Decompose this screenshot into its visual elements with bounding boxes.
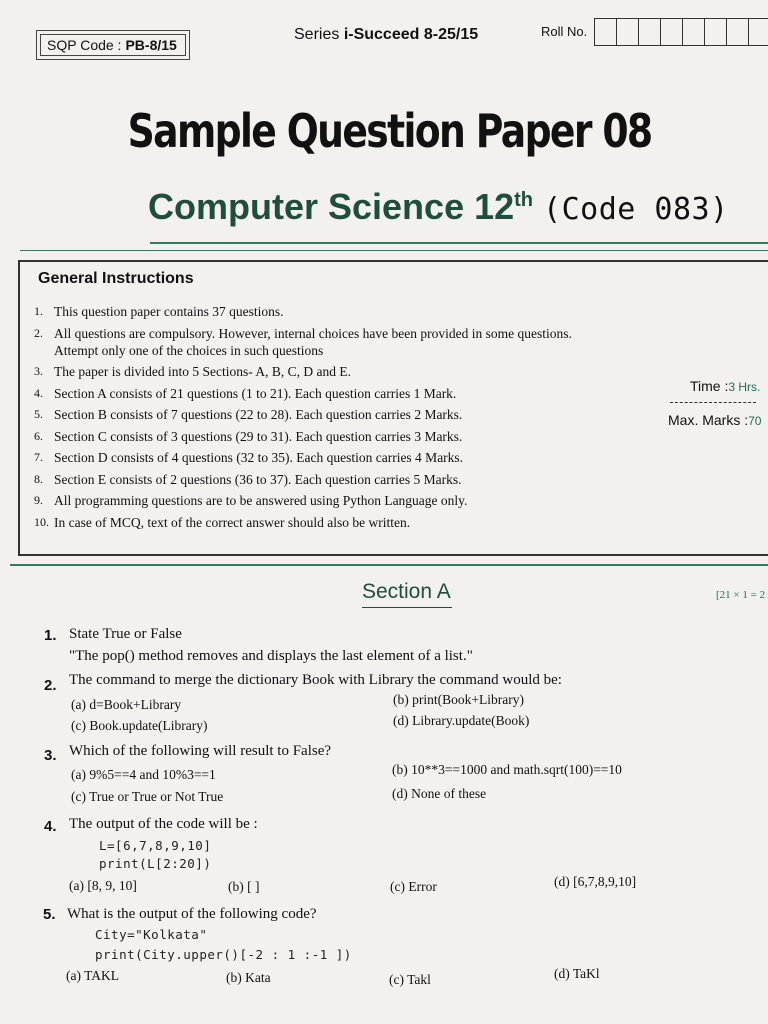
question-text: What is the output of the following code?: [67, 906, 317, 922]
section-underline: [362, 607, 452, 608]
option: (c) Book.update(Library): [71, 718, 208, 733]
list-item: 4. Section A consists of 21 questions (1 to 21). Each question carries 1 Mark.: [34, 385, 457, 401]
list-item: 10. In case of MCQ, text of the correct answer should also be written.: [34, 514, 411, 530]
section-marks: [21 × 1 = 2: [716, 589, 766, 601]
page-subtitle: [148, 186, 729, 228]
option: (b) [ ]: [228, 879, 260, 894]
option: (d) Library.update(Book): [393, 713, 530, 728]
code-line: print(L[2:20]): [99, 856, 212, 871]
roll-no-label: Roll No.: [541, 24, 588, 39]
subtitle-main: Computer Science 12: [148, 186, 515, 227]
subtitle-sup: th: [514, 189, 534, 211]
question-text: The output of the code will be :: [69, 816, 258, 832]
list-item: 6. Section C consists of 3 questions (29 to 31). Each question carries 3 Marks.: [34, 428, 463, 444]
series-label: [294, 26, 478, 44]
list-item: 7. Section D consists of 4 questions (32 to 35). Each question carries 4 Marks.: [34, 450, 464, 465]
option: (b) print(Book+Library): [393, 692, 524, 707]
list-item: 5. Section B consists of 7 questions (22 to 28). Each question carries 2 Marks.: [34, 407, 463, 422]
question-text: "The pop() method removes and displays the last element of a list.": [69, 648, 473, 664]
list-item: 2. All questions are compulsory. However, internal choices have been provided in some questions. Attempt only one of the choices in such questions: [34, 325, 572, 358]
question-text: The command to merge the dictionary Book with Library the command would be:: [69, 672, 562, 688]
dashed-divider: [670, 402, 756, 403]
list-item: 3. The paper is divided into 5 Sections- A, B, C, D and E.: [34, 364, 351, 379]
divider-line: [20, 250, 768, 251]
divider-line: [10, 564, 768, 566]
option: (b) Kata: [226, 970, 271, 985]
option: (c) Takl: [389, 972, 431, 987]
series-text: Series: [294, 26, 340, 43]
list-item: 9. All programming questions are to be answered using Python Language only.: [34, 493, 468, 508]
option: (c) True or True or Not True: [71, 789, 224, 804]
general-instructions-heading: General Instructions: [38, 270, 194, 287]
series-value: i-Succeed 8-25/15: [343, 26, 479, 43]
max-marks-info: Max. Marks :70: [668, 412, 762, 428]
option: (b) 10**3==1000 and math.sqrt(100)==10: [392, 762, 622, 777]
option: (a) [8, 9, 10]: [69, 878, 137, 893]
section-title: Section A: [362, 580, 451, 603]
sqp-code-box: [36, 30, 190, 60]
option: (d) None of these: [392, 786, 487, 801]
question-number: 2.: [44, 677, 57, 694]
option: (a) d=Book+Library: [71, 697, 182, 712]
question-number: 5.: [43, 906, 56, 923]
option: (a) 9%5==4 and 10%3==1: [71, 767, 216, 782]
option: (d) [6,7,8,9,10]: [554, 874, 637, 889]
question-number: 4.: [44, 818, 57, 835]
code-line: L=[6,7,8,9,10]: [99, 838, 212, 853]
sqp-code-label: SQP Code :: [47, 37, 122, 53]
time-info: Time :3 Hrs.: [690, 378, 761, 394]
divider-line: [150, 242, 768, 244]
question-number: 1.: [44, 627, 57, 644]
subtitle-code: (Code 083): [543, 192, 729, 227]
option: (c) Error: [390, 879, 437, 894]
list-item: 8. Section E consists of 2 questions (36 to 37). Each question carries 5 Marks.: [34, 471, 462, 487]
roll-no-cells[interactable]: [594, 18, 768, 46]
question-text: Which of the following will result to False?: [69, 743, 332, 759]
page-title: Sample Question Paper 08: [127, 104, 652, 158]
code-line: print(City.upper()[-2 : 1 :-1 ]): [95, 947, 352, 962]
list-item: 1. This question paper contains 37 questions.: [34, 304, 284, 319]
question-number: 3.: [44, 747, 57, 764]
option: (d) TaKl: [554, 966, 600, 981]
code-line: City="Kolkata": [95, 927, 208, 942]
general-instructions-list: [34, 303, 614, 535]
option: (a) TAKL: [66, 968, 120, 983]
question-text: State True or False: [69, 626, 182, 642]
sqp-code-value: PB-8/15: [125, 37, 177, 53]
